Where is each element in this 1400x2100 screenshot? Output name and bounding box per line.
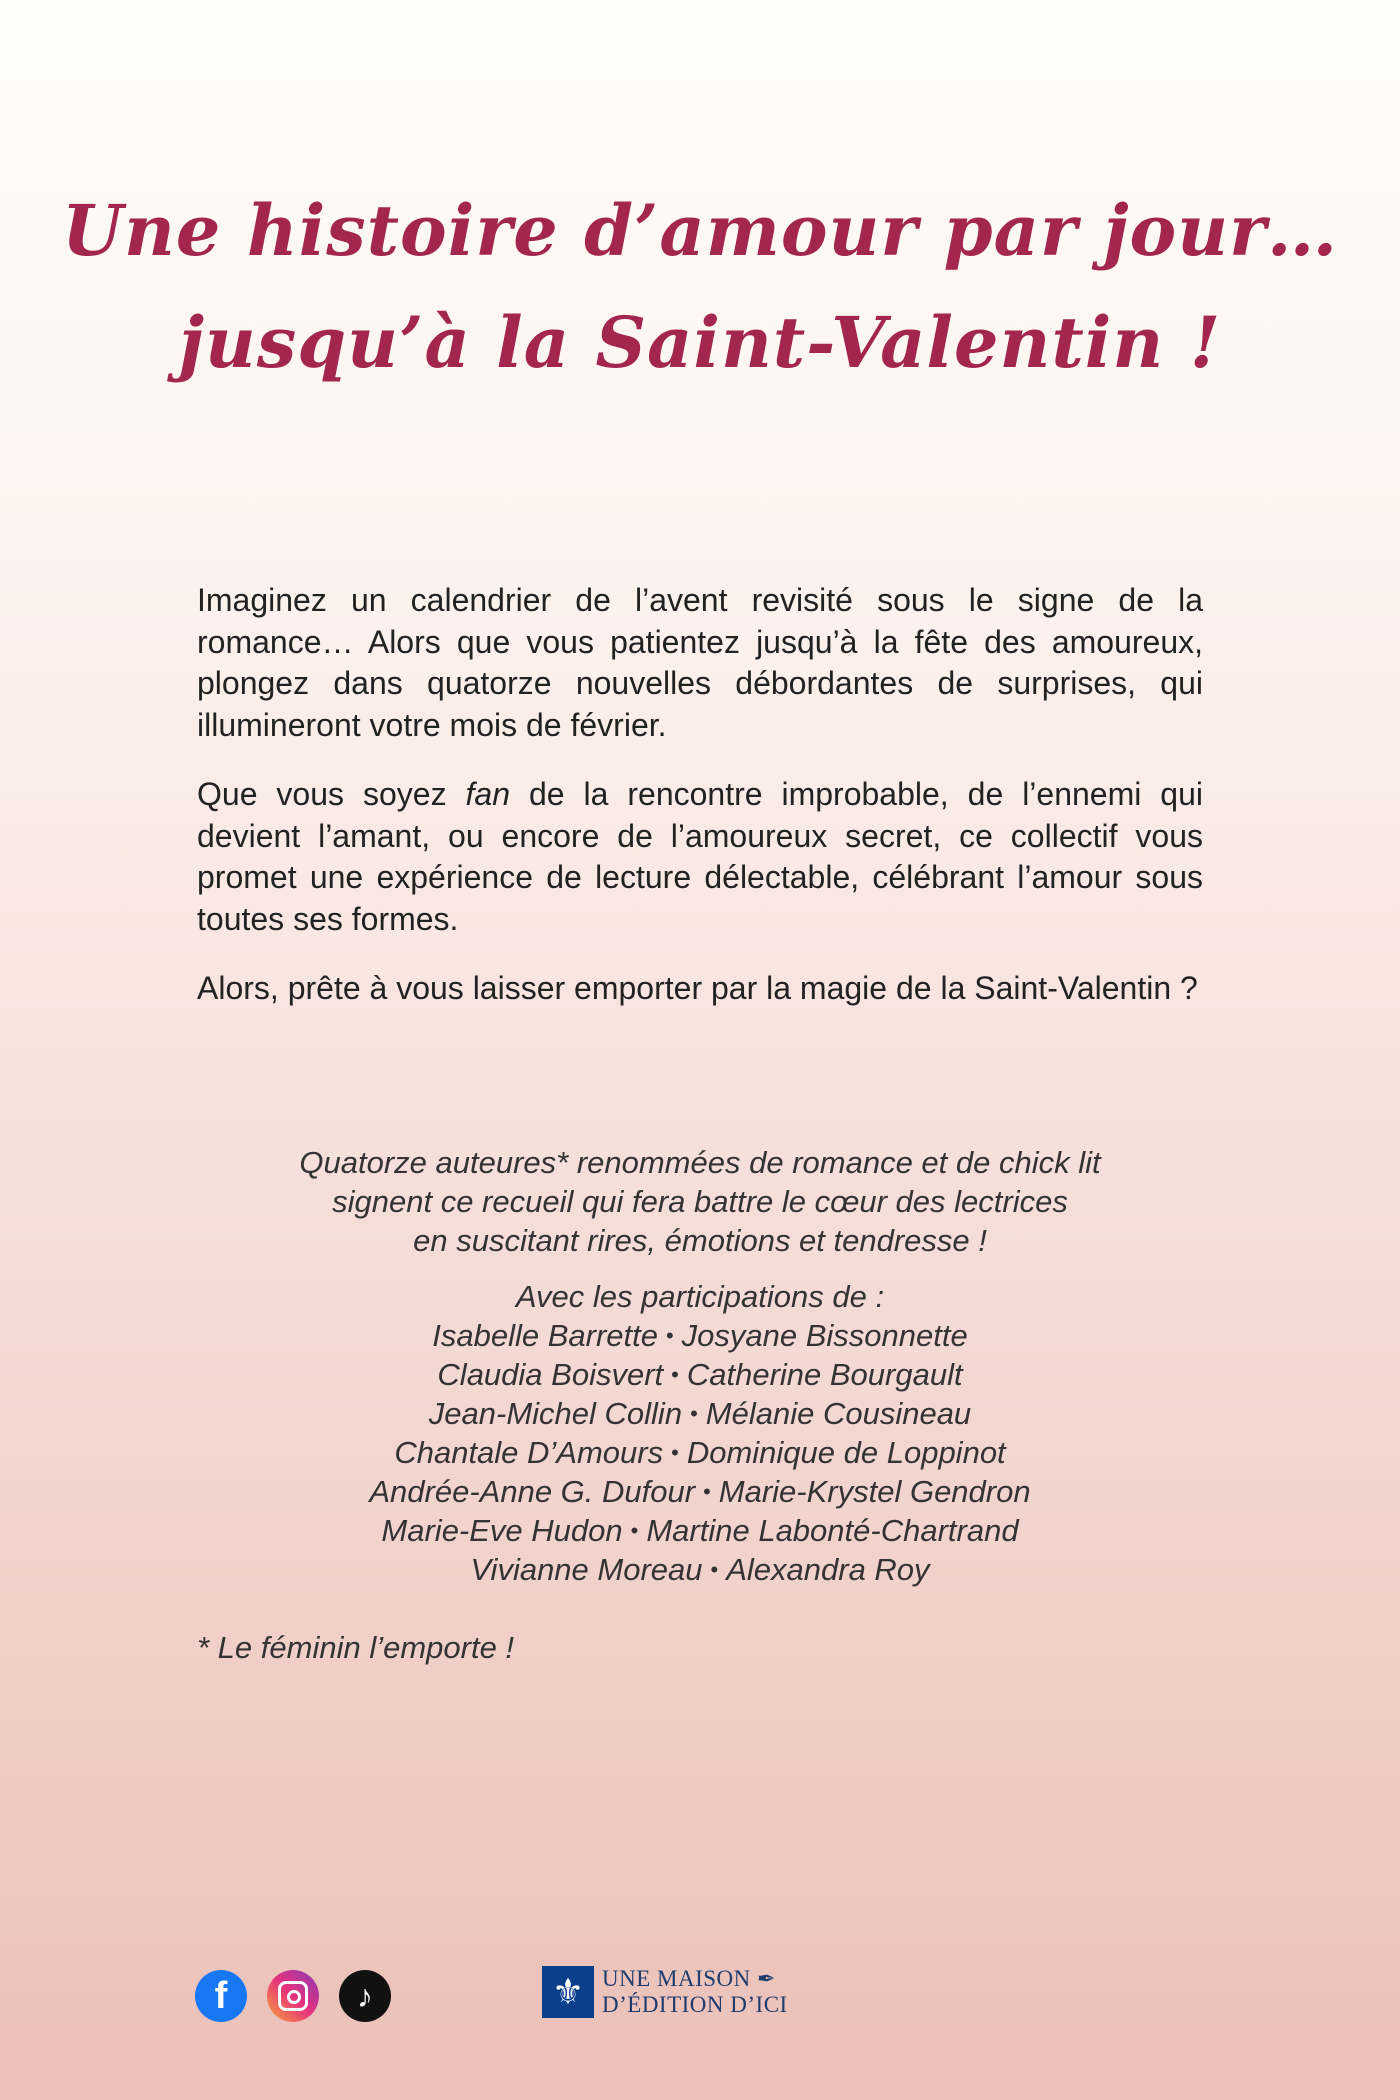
author-row	[197, 1355, 1203, 1394]
author-name: Marie-Krystel Gendron	[718, 1474, 1031, 1509]
author-name: Dominique de Loppinot	[686, 1435, 1006, 1470]
blurb-line-3: en suscitant rires, émotions et tendresse !	[413, 1223, 987, 1258]
fleur-de-lis-icon: ⚜	[542, 1966, 594, 2018]
tiktok-icon[interactable]	[339, 1970, 391, 2022]
publisher-line-2: D’ÉDITION D’ICI	[602, 1992, 788, 2017]
facebook-glyph: f	[214, 1974, 228, 2017]
bullet-separator: •	[690, 1401, 698, 1426]
instagram-icon[interactable]	[267, 1970, 319, 2022]
bullet-separator: •	[671, 1362, 679, 1387]
tiktok-glyph: ♪	[357, 1977, 373, 2014]
description	[197, 580, 1203, 1038]
author-name: Mélanie Cousineau	[705, 1396, 972, 1431]
author-row	[197, 1433, 1203, 1472]
author-row	[197, 1511, 1203, 1550]
paragraph-3: Alors, prête à vous laisser emporter par la magie de la Saint-Valentin ?	[197, 970, 1198, 1006]
publisher-line-1: UNE MAISON	[602, 1966, 751, 1991]
authors-intro: Avec les participations de :	[515, 1279, 885, 1314]
paragraph-2-emphasis: fan	[465, 776, 511, 812]
paragraph-1: Imaginez un calendrier de l’avent revisité sous le signe de la romance… Alors que vous patientez jusqu’à la fête des amoureux, plongez dans quatorze nouvelles débordantes de surprises, qui illumineront votre mois de février.	[197, 582, 1203, 743]
paragraph-2-end: de la rencontre improbable, de l’ennemi qui devient l’amant, ou encore de l’amoureux secret, ce collectif vous promet une expérience de lecture délectable, célébrant l’amour sous toutes ses formes.	[197, 776, 1204, 937]
author-name: Claudia Boisvert	[437, 1357, 664, 1392]
author-name: Marie-Eve Hudon	[381, 1513, 623, 1548]
author-name: Josyane Bissonnette	[681, 1318, 968, 1353]
publisher-logo	[542, 1966, 788, 2018]
social-icons	[195, 1970, 391, 2022]
paragraph-2	[197, 774, 1203, 940]
instagram-glyph	[278, 1981, 308, 2011]
author-name: Jean-Michel Collin	[428, 1396, 683, 1431]
blurb	[197, 1143, 1203, 1260]
bullet-separator: •	[671, 1440, 679, 1465]
author-name: Alexandra Roy	[726, 1552, 930, 1587]
author-name: Andrée-Anne G. Dufour	[369, 1474, 696, 1509]
bullet-separator: •	[665, 1323, 674, 1348]
author-row	[197, 1472, 1203, 1511]
author-row	[197, 1550, 1203, 1589]
title-line-1: Une histoire d’amour par jour…	[61, 189, 1339, 272]
blurb-line-2: signent ce recueil qui fera battre le cœur des lectrices	[332, 1184, 1068, 1219]
blurb-line-1: Quatorze auteures* renommées de romance et de chick lit	[299, 1145, 1101, 1180]
author-row	[197, 1394, 1203, 1433]
author-name: Martine Labonté-Chartrand	[646, 1513, 1019, 1548]
author-name: Vivianne Moreau	[470, 1552, 703, 1587]
authors-list	[197, 1277, 1203, 1589]
title	[0, 175, 1400, 399]
bullet-separator: •	[703, 1479, 711, 1504]
facebook-icon[interactable]	[195, 1970, 247, 2022]
author-name: Catherine Bourgault	[686, 1357, 963, 1392]
paragraph-2-start: Que vous soyez	[197, 776, 466, 812]
quill-icon: ✒	[757, 1966, 776, 1991]
footnote: * Le féminin l’emporte !	[197, 1630, 515, 1665]
author-name: Isabelle Barrette	[432, 1318, 658, 1353]
title-line-2: jusqu’à la Saint-Valentin !	[178, 301, 1222, 384]
bullet-separator: •	[710, 1557, 719, 1582]
bullet-separator: •	[630, 1518, 639, 1543]
author-name: Chantale D’Amours	[394, 1435, 664, 1470]
publisher-name	[602, 1966, 788, 2018]
author-row	[197, 1316, 1203, 1355]
